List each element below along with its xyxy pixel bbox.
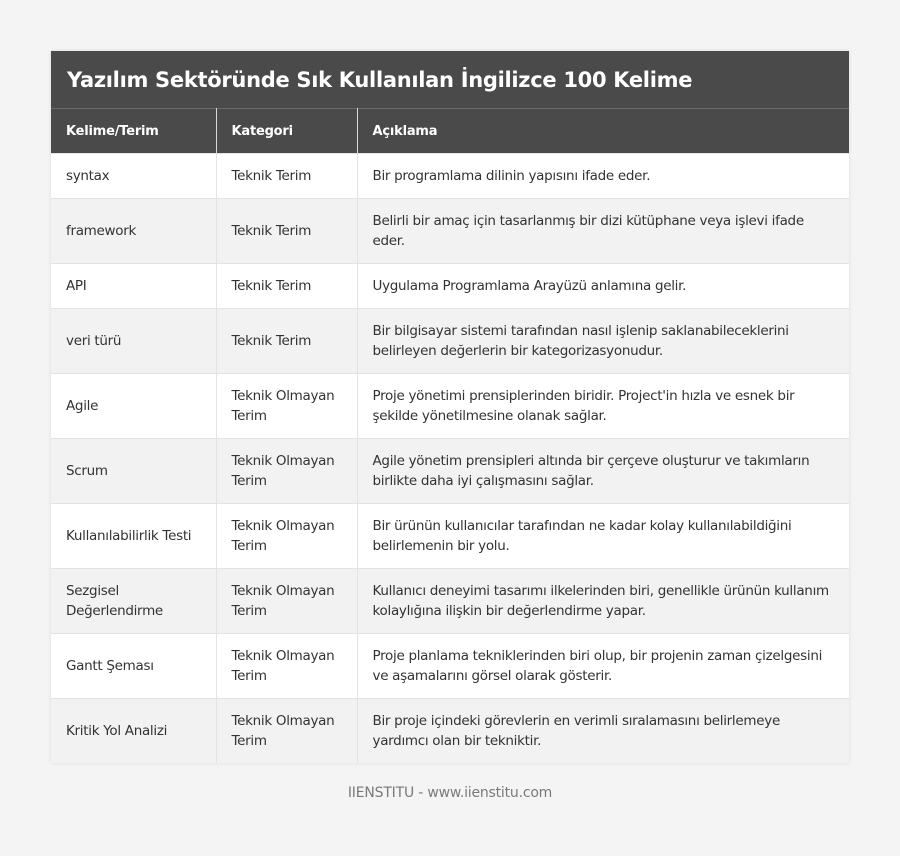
table-header-row bbox=[51, 109, 849, 154]
description-cell: Bir bilgisayar sistemi tarafından nasıl işlenip saklanabileceklerini belirleyen değerlerin bir kategorizasyonudur. bbox=[357, 309, 849, 374]
table-row bbox=[51, 504, 849, 569]
table-row bbox=[51, 569, 849, 634]
column-header-description: Açıklama bbox=[357, 109, 849, 154]
category-cell: Teknik Terim bbox=[216, 199, 357, 264]
term-cell: syntax bbox=[51, 154, 216, 199]
description-cell: Agile yönetim prensipleri altında bir çerçeve oluşturur ve takımların birlikte daha iyi çalışmasını sağlar. bbox=[357, 439, 849, 504]
column-header-category: Kategori bbox=[216, 109, 357, 154]
table-row bbox=[51, 699, 849, 764]
description-cell: Bir programlama dilinin yapısını ifade eder. bbox=[357, 154, 849, 199]
category-cell: Teknik Olmayan Terim bbox=[216, 439, 357, 504]
table-row bbox=[51, 154, 849, 199]
term-cell: Gantt Şeması bbox=[51, 634, 216, 699]
table-card bbox=[51, 51, 849, 763]
terms-table bbox=[51, 108, 849, 763]
table-row bbox=[51, 309, 849, 374]
page-title: Yazılım Sektöründe Sık Kullanılan İngilizce 100 Kelime bbox=[51, 51, 849, 108]
category-cell: Teknik Olmayan Terim bbox=[216, 374, 357, 439]
term-cell: Kullanılabilirlik Testi bbox=[51, 504, 216, 569]
description-cell: Bir proje içindeki görevlerin en verimli sıralamasını belirlemeye yardımcı olan bir tekniktir. bbox=[357, 699, 849, 764]
description-cell: Kullanıcı deneyimi tasarımı ilkelerinden biri, genellikle ürünün kullanım kolaylığına ilişkin bir değerlendirme yapar. bbox=[357, 569, 849, 634]
category-cell: Teknik Olmayan Terim bbox=[216, 634, 357, 699]
table-row bbox=[51, 439, 849, 504]
category-cell: Teknik Olmayan Terim bbox=[216, 699, 357, 764]
category-cell: Teknik Olmayan Terim bbox=[216, 569, 357, 634]
description-cell: Bir ürünün kullanıcılar tarafından ne kadar kolay kullanılabildiğini belirlemenin bir yolu. bbox=[357, 504, 849, 569]
description-cell: Uygulama Programlama Arayüzü anlamına gelir. bbox=[357, 264, 849, 309]
description-cell: Belirli bir amaç için tasarlanmış bir dizi kütüphane veya işlevi ifade eder. bbox=[357, 199, 849, 264]
column-header-term: Kelime/Terim bbox=[51, 109, 216, 154]
term-cell: veri türü bbox=[51, 309, 216, 374]
category-cell: Teknik Terim bbox=[216, 309, 357, 374]
term-cell: Agile bbox=[51, 374, 216, 439]
term-cell: API bbox=[51, 264, 216, 309]
category-cell: Teknik Terim bbox=[216, 154, 357, 199]
category-cell: Teknik Olmayan Terim bbox=[216, 504, 357, 569]
term-cell: Sezgisel Değerlendirme bbox=[51, 569, 216, 634]
table-row bbox=[51, 199, 849, 264]
table-row bbox=[51, 634, 849, 699]
category-cell: Teknik Terim bbox=[216, 264, 357, 309]
description-cell: Proje yönetimi prensiplerinden biridir. Project'in hızla ve esnek bir şekilde yönetilmesine olanak sağlar. bbox=[357, 374, 849, 439]
term-cell: Kritik Yol Analizi bbox=[51, 699, 216, 764]
table-row bbox=[51, 374, 849, 439]
table-row bbox=[51, 264, 849, 309]
description-cell: Proje planlama tekniklerinden biri olup, bir projenin zaman çizelgesini ve aşamalarını görsel olarak gösterir. bbox=[357, 634, 849, 699]
term-cell: framework bbox=[51, 199, 216, 264]
term-cell: Scrum bbox=[51, 439, 216, 504]
footer-credit: IIENSTITU - www.iienstitu.com bbox=[347, 785, 553, 801]
